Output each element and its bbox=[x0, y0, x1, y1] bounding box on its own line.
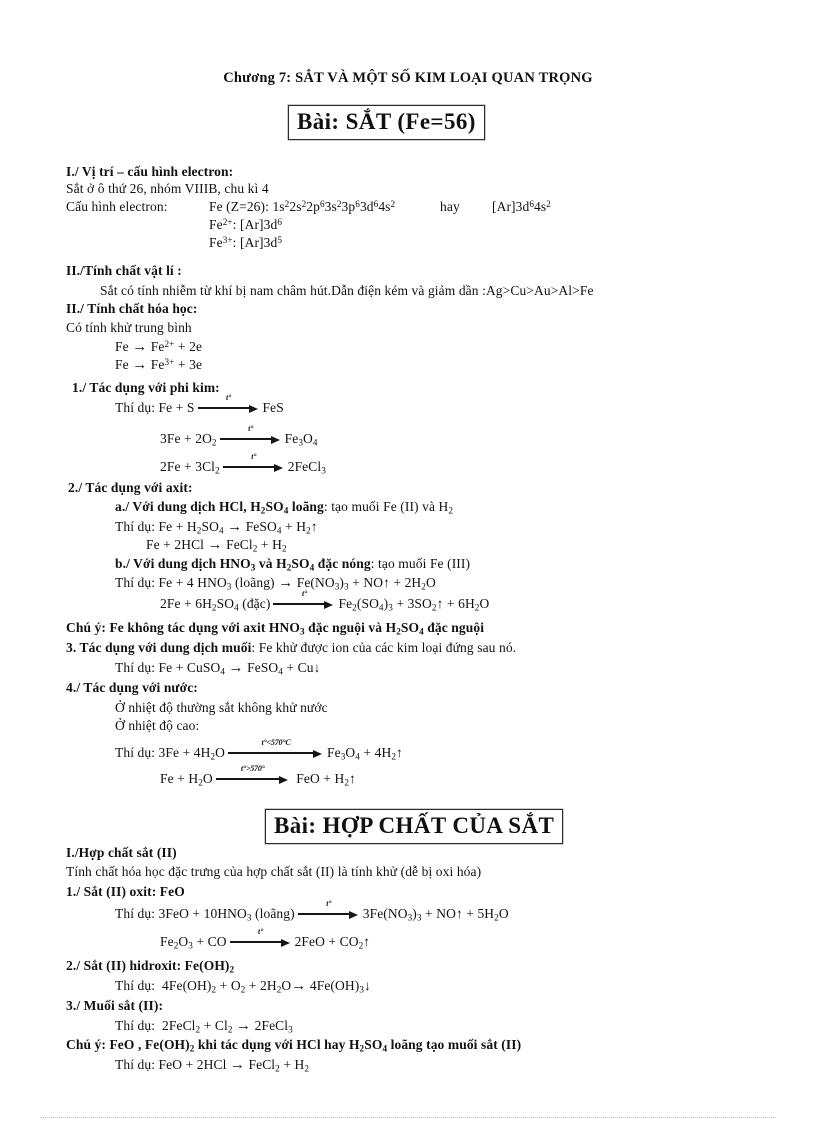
subsection-4-example-2: $Fe + H_2O$ t°>570° FeO + $H_2↑$ bbox=[160, 764, 356, 788]
lesson-1-heading-box: Bài: SẮT (Fe=56) bbox=[288, 105, 485, 140]
subsection-2-note: Chú ý: Fe không tác dụng với axit $HNO_3$ đặc nguội và $H_2SO_4$ đặc nguội bbox=[66, 620, 485, 637]
subsection-1-example-3: $2Fe + 3Cl_2$ t° 2FeCl$_3$ bbox=[160, 452, 326, 476]
example-label: Thí dụ: bbox=[115, 978, 156, 993]
chapter-title: Chương 7: SẮT VÀ MỘT SỐ KIM LOẠI QUAN TRỌNG bbox=[223, 70, 593, 86]
example-label: Thí dụ: bbox=[115, 660, 156, 675]
lesson-2-section-i-heading: I./Hợp chất sắt (II) bbox=[66, 845, 177, 860]
subsection-2a-heading: a./ Với dung dịch HCl, $H_2SO_4$ loãng: tạo muối Fe (II) và $H_2$ bbox=[115, 499, 454, 516]
subsection-4-line-2: Ở nhiệt độ cao: bbox=[115, 718, 200, 733]
section-i-config-hay: hay bbox=[440, 199, 460, 214]
half-equation-2: $Fe \to Fe^{3+} + 3e$ bbox=[115, 357, 203, 373]
subsection-2a-example-2: Fe + 2HCl → FeCl$_2$ + $H_2$ bbox=[146, 537, 287, 554]
reaction-arrow: t° bbox=[230, 935, 292, 945]
section-ii-physical-heading: II./Tính chất vật lí : bbox=[66, 263, 182, 278]
reaction-arrow: t°<570°C bbox=[228, 746, 324, 756]
reaction-arrow: t° bbox=[223, 460, 285, 470]
subsection-1-example-2: $3Fe + 2O_2$ t° $Fe_3O_4$ bbox=[160, 424, 318, 448]
lesson-2-sub-2-heading: 2./ Sắt (II) hidroxit: $Fe(OH)_2$ bbox=[66, 958, 235, 975]
section-ii-physical-body: Sắt có tính nhiễm từ khí bị nam châm hút.Dẫn điện kém và giảm dần :Ag>Cu>Au>Al>Fe bbox=[100, 283, 594, 298]
section-i-position-line: Sắt ở ô thứ 26, nhóm VIIIB, chu kì 4 bbox=[66, 181, 269, 196]
lesson-2-sub-2-example-1: Thí dụ: $4Fe(OH)_2 + O_2 + 2H_2O\to$ $4Fe(OH)_3↓$ bbox=[115, 978, 371, 995]
subsection-2b-heading: b./ Với dung dịch $HNO_3$ và $H_2SO_4$ đặc nóng: tạo muối Fe (III) bbox=[115, 556, 471, 573]
subsection-3-heading-tail: : Fe khử được ion của các kim loại đứng sau nó. bbox=[251, 640, 517, 655]
lesson-2-section-i-intro: Tính chất hóa học đặc trưng của hợp chất sắt (II) là tính khử (dễ bị oxi hóa) bbox=[66, 864, 482, 879]
example-label: Thí dụ: bbox=[115, 1057, 156, 1072]
subsection-4-line-1: Ở nhiệt độ thường sắt không khử nước bbox=[115, 700, 328, 715]
example-label: Thí dụ: bbox=[115, 519, 156, 534]
subsection-2a-example-1: Thí dụ: $Fe + H_2SO_4$ → FeSO$_4$ + $H_2↑$ bbox=[115, 519, 318, 536]
lesson-2-note-example-1: Thí dụ: FeO + 2HCl → FeCl$_2$ + $H_2$ bbox=[115, 1057, 310, 1074]
lesson-2-sub-1-heading: 1./ Sắt (II) oxit: FeO bbox=[66, 884, 185, 899]
half-equation-1: $Fe \to Fe^{2+} + 2e$ bbox=[115, 339, 203, 355]
lesson-2-sub-1-example-1: Thí dụ: $3FeO + 10HNO_3$ (loãng) t° $3Fe(NO_3)_3$ + NO↑ + $5H_2O$ bbox=[115, 899, 509, 923]
section-i-heading: I./ Vị trí – cấu hình electron: bbox=[66, 164, 234, 179]
footer-divider bbox=[40, 1117, 776, 1119]
reaction-arrow: t° bbox=[273, 597, 335, 607]
section-ii-chemical-heading: II./ Tính chất hóa học: bbox=[66, 301, 198, 316]
reaction-arrow: t° bbox=[220, 432, 282, 442]
section-i-config-fe3: $Fe^{3+}$: $[Ar]3d^5$ bbox=[209, 235, 283, 250]
example-label: Thí dụ: bbox=[115, 906, 156, 921]
subsection-2-heading: 2./ Tác dụng với axit: bbox=[68, 480, 193, 495]
subsection-2b-example-1: Thí dụ: Fe + 4 $HNO_3$ (loãng) → $Fe(NO_3)_3$ + NO↑ + $2H_2O$ bbox=[115, 575, 436, 592]
subsection-1-example-1: Thí dụ: Fe + S t° FeS bbox=[115, 393, 284, 415]
subsection-3-heading-bold: 3. Tác dụng với dung dịch muối bbox=[66, 640, 252, 655]
lesson-2-heading-box: Bài: HỢP CHẤT CỦA SẮT bbox=[265, 809, 563, 844]
subsection-3-heading bbox=[66, 640, 516, 656]
reaction-arrow: t° bbox=[198, 401, 260, 411]
section-i-config-fe: Fe (Z=26): $1s^22s^22p^63s^23p^63d^64s^2$ bbox=[209, 199, 396, 214]
reaction-arrow: t° bbox=[298, 907, 360, 917]
example-label: Thí dụ: bbox=[115, 745, 156, 760]
reaction-arrow: t°>570° bbox=[216, 772, 290, 782]
lesson-2-sub-3-heading: 3./ Muối sắt (II): bbox=[66, 998, 164, 1013]
subsection-4-example-1: Thí dụ: $3Fe + 4H_2O$ t°<570°C $Fe_3O_4$ + $4H_2↑$ bbox=[115, 738, 403, 762]
subsection-1-heading: 1./ Tác dụng với phi kim: bbox=[72, 380, 220, 395]
section-i-config-fe2: $Fe^{2+}$: $[Ar]3d^6$ bbox=[209, 217, 283, 232]
section-i-config-short: $[Ar]3d^64s^2$ bbox=[492, 199, 551, 214]
section-ii-chemical-intro: Có tính khử trung bình bbox=[66, 320, 192, 335]
example-label: Thí dụ: bbox=[115, 575, 156, 590]
lesson-2-sub-1-example-2: $Fe_2O_3$ + CO t° $2FeO + CO_2↑$ bbox=[160, 927, 371, 951]
example-label: Thí dụ: bbox=[115, 400, 156, 415]
subsection-3-example-1: Thí dụ: Fe + CuSO$_4$ → FeSO$_4$ + Cu↓ bbox=[115, 660, 321, 677]
subsection-4-heading: 4./ Tác dụng với nước: bbox=[66, 680, 198, 695]
lesson-2-sub-3-example-1: Thí dụ: 2FeCl$_2$ + $Cl_2$ → 2FeCl$_3$ bbox=[115, 1018, 293, 1035]
example-label: Thí dụ: bbox=[115, 1018, 156, 1033]
section-i-config-label: Cấu hình electron: bbox=[66, 199, 168, 214]
subsection-2b-example-2: $2Fe + 6H_2SO_4$ (đặc) t° $Fe_2(SO_4)_3$ + $3SO_2↑ + 6H_2O$ bbox=[160, 589, 490, 613]
lesson-2-note: Chú ý: FeO , $Fe(OH)_2$ khi tác dụng với HCl hay $H_2SO_4$ loãng tạo muối sắt (II) bbox=[66, 1037, 522, 1054]
